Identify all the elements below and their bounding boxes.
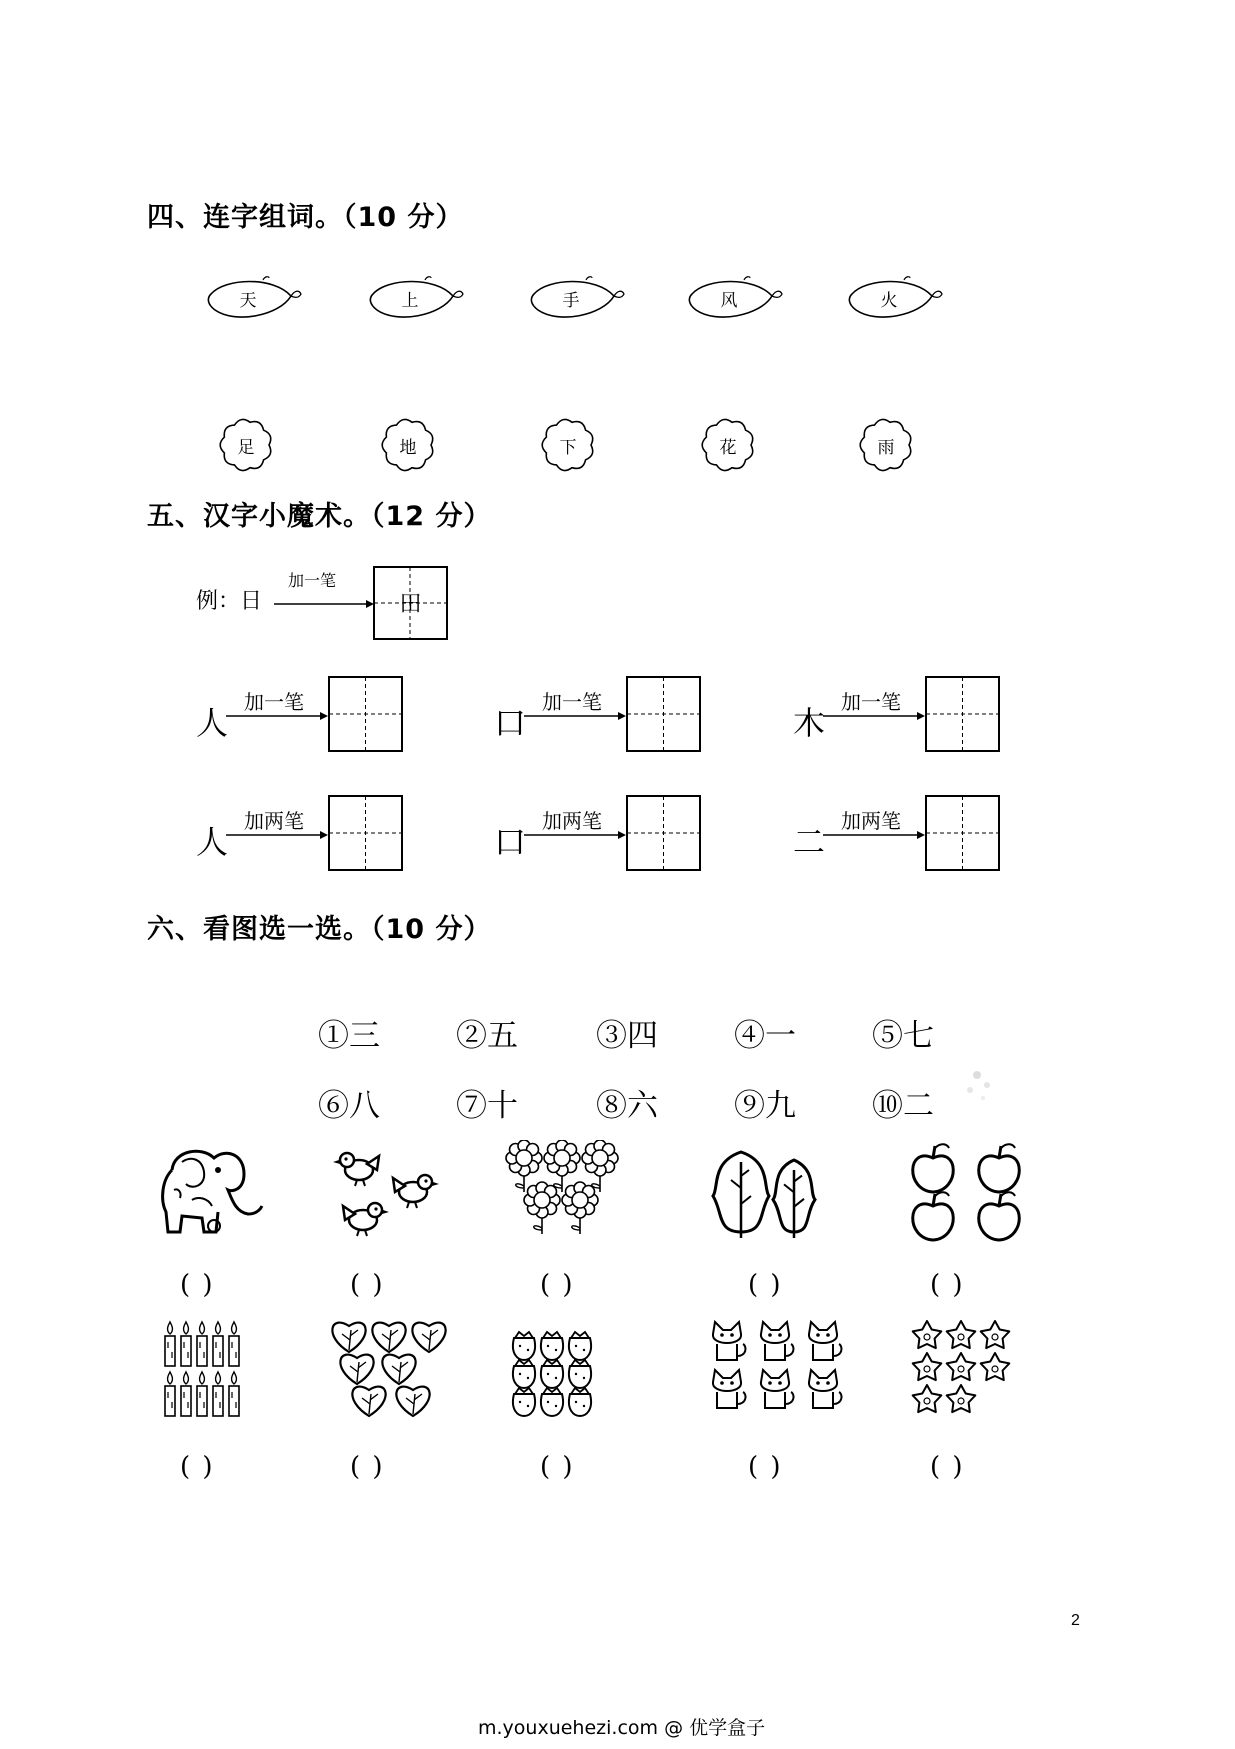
picture-item — [905, 1318, 1035, 1418]
answer-box[interactable] — [626, 795, 701, 871]
magic-item — [793, 795, 1003, 873]
footer-text: m.youxuehezi.com @ 优学盒子 — [478, 1717, 766, 1739]
answer-paren[interactable]: ( ) — [180, 1452, 215, 1482]
picture-item — [327, 1140, 457, 1240]
option-item: ⑤七 — [872, 1018, 934, 1054]
example-answer: 田 — [399, 592, 422, 617]
picture-item — [327, 1318, 457, 1418]
magic-item — [196, 676, 406, 754]
answer-paren[interactable]: ( ) — [748, 1270, 783, 1300]
leaf-card[interactable] — [528, 272, 638, 332]
magic-item — [494, 676, 704, 754]
flower-card[interactable] — [696, 413, 760, 477]
option-item: ⑩二 — [872, 1088, 934, 1124]
page-number: 2 — [1071, 1612, 1080, 1629]
magic-item — [196, 795, 406, 873]
magic-arrow-label: 加一笔 — [841, 690, 901, 714]
leaf-char: 上 — [401, 290, 419, 311]
star-icon — [905, 1318, 1035, 1418]
leaf-card[interactable] — [205, 272, 315, 332]
leaf-char: 风 — [720, 290, 738, 311]
section5-title: 五、汉字小魔术。（12 分） — [147, 501, 492, 532]
answer-box[interactable] — [328, 795, 403, 871]
magic-base-char: 木 — [793, 704, 826, 742]
option-item: ②五 — [456, 1018, 518, 1054]
answer-paren[interactable]: ( ) — [930, 1452, 965, 1482]
tian-grid — [328, 676, 404, 753]
magic-item — [793, 676, 1003, 754]
tian-grid — [328, 795, 404, 872]
picture-item — [502, 1140, 632, 1240]
leaf-icon — [327, 1318, 457, 1418]
flower-card[interactable] — [214, 413, 278, 477]
strawberry-icon — [502, 1318, 632, 1418]
option-item: ⑧六 — [596, 1088, 658, 1124]
answer-box[interactable] — [626, 676, 701, 752]
picture-item — [905, 1140, 1035, 1246]
option-item: ④一 — [734, 1018, 796, 1054]
picture-item — [705, 1318, 855, 1418]
bird-icon — [327, 1140, 457, 1240]
cat-icon — [705, 1318, 855, 1418]
section4-title: 四、连字组词。（10 分） — [147, 202, 464, 233]
example-arrow-label: 加一笔 — [288, 571, 337, 590]
tree-icon — [705, 1140, 835, 1240]
magic-base-char: 口 — [494, 704, 527, 742]
sunflower-icon — [502, 1140, 632, 1240]
magic-item — [494, 795, 704, 873]
option-item: ⑦十 — [456, 1088, 518, 1124]
answer-box[interactable] — [925, 676, 1000, 752]
tian-grid — [626, 676, 702, 753]
picture-item — [705, 1140, 835, 1240]
option-item: ⑨九 — [734, 1088, 796, 1124]
leaf-card[interactable] — [686, 272, 796, 332]
example-prefix: 例：日 — [196, 589, 263, 614]
answer-paren[interactable]: ( ) — [350, 1270, 385, 1300]
leaf-card[interactable] — [846, 272, 956, 332]
tian-grid — [626, 795, 702, 872]
section6-title: 六、看图选一选。（10 分） — [147, 914, 492, 945]
answer-box[interactable] — [925, 795, 1000, 871]
picture-item — [152, 1140, 272, 1240]
option-item: ①三 — [318, 1018, 380, 1054]
tian-grid — [925, 795, 1001, 872]
elephant-icon — [152, 1140, 272, 1240]
picture-item — [152, 1318, 282, 1418]
magic-base-char: 二 — [793, 823, 826, 861]
magic-arrow-label: 加两笔 — [542, 809, 602, 833]
magic-base-char: 人 — [196, 823, 229, 861]
magic-arrow-label: 加一笔 — [244, 690, 304, 714]
magic-example — [196, 562, 456, 642]
scan-smudge — [955, 1050, 1005, 1110]
picture-item — [502, 1318, 632, 1418]
flower-char: 下 — [559, 437, 577, 458]
leaf-card[interactable] — [367, 272, 477, 332]
answer-paren[interactable]: ( ) — [180, 1270, 215, 1300]
answer-paren[interactable]: ( ) — [540, 1452, 575, 1482]
tian-grid — [925, 676, 1001, 753]
flower-char: 雨 — [877, 437, 895, 458]
flower-char: 花 — [719, 437, 737, 458]
magic-base-char: 口 — [494, 823, 527, 861]
candle-icon — [152, 1318, 282, 1418]
apple-icon — [905, 1140, 1035, 1246]
option-item: ⑥八 — [318, 1088, 380, 1124]
answer-paren[interactable]: ( ) — [350, 1452, 385, 1482]
flower-card[interactable] — [854, 413, 918, 477]
flower-char: 地 — [399, 437, 417, 458]
leaf-char: 手 — [562, 290, 580, 311]
flower-card[interactable] — [376, 413, 440, 477]
magic-arrow-label: 加一笔 — [542, 690, 602, 714]
magic-arrow-label: 加两笔 — [244, 809, 304, 833]
flower-card[interactable] — [536, 413, 600, 477]
option-item: ③四 — [596, 1018, 658, 1054]
magic-arrow-label: 加两笔 — [841, 809, 901, 833]
answer-paren[interactable]: ( ) — [748, 1452, 783, 1482]
leaf-char: 天 — [239, 290, 257, 311]
leaf-char: 火 — [880, 290, 898, 311]
answer-box[interactable] — [328, 676, 403, 752]
answer-paren[interactable]: ( ) — [930, 1270, 965, 1300]
answer-paren[interactable]: ( ) — [540, 1270, 575, 1300]
flower-char: 足 — [237, 437, 255, 458]
magic-base-char: 人 — [196, 704, 229, 742]
